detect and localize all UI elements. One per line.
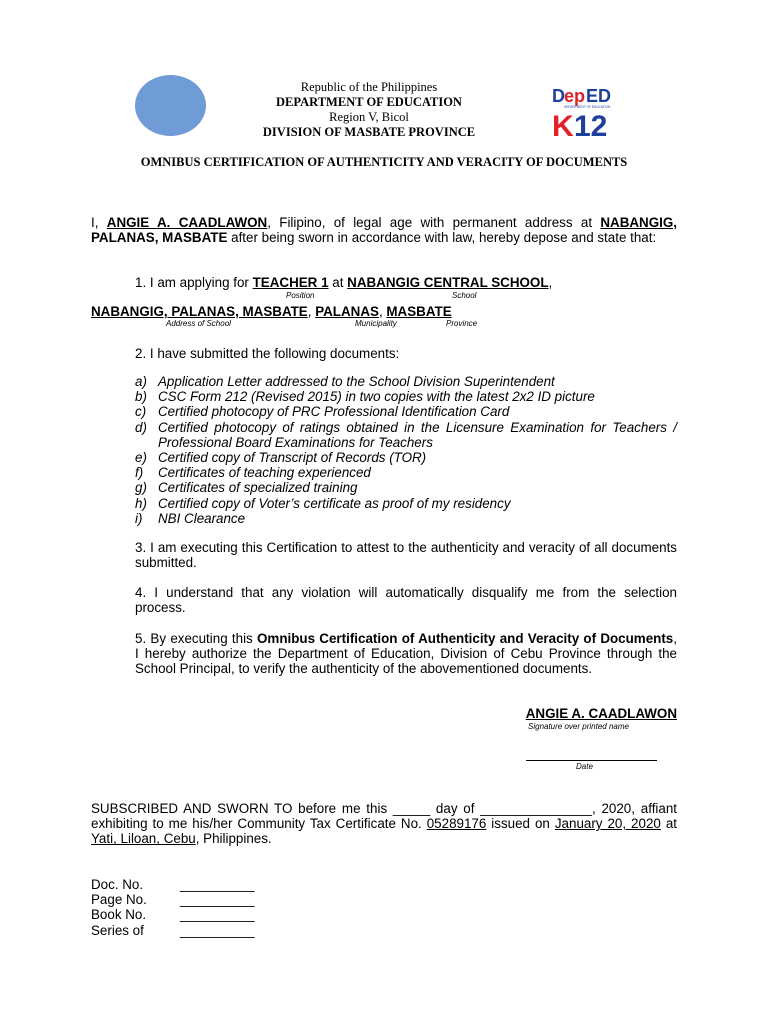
intro-post: after being sworn in accordance with law, hereby depose and state that: bbox=[231, 230, 657, 246]
registry-row bbox=[91, 892, 254, 907]
list-item bbox=[135, 420, 677, 450]
item-3: 3. I am executing this Certification to attest to the authenticity and veracity of all documents submitted. bbox=[135, 540, 677, 571]
list-item-letter: h) bbox=[135, 495, 147, 511]
list-item-letter: c) bbox=[135, 404, 147, 420]
list-item-letter: d) bbox=[135, 419, 147, 435]
registry-label: Page No. bbox=[91, 892, 147, 908]
list-item-letter: a) bbox=[135, 374, 147, 389]
list-item-text: CSC Form 212 (Revised 2015) in two copies with the latest 2x2 ID picture bbox=[158, 389, 595, 405]
registry-blank: __________ bbox=[180, 907, 255, 923]
item1-pre: 1. I am applying for bbox=[135, 275, 249, 290]
registry-label: Doc. No. bbox=[91, 877, 144, 892]
list-item-text: Certified photocopy of ratings obtained in the Licensure Examination for Teachers / Professional Board Examinations for Teachers bbox=[158, 419, 677, 450]
ctc-number: 05289176 bbox=[426, 816, 487, 832]
jurat-text-c: at bbox=[665, 816, 677, 832]
svg-text:12: 12 bbox=[574, 110, 608, 138]
item-4: 4. I understand that any violation will automatically disqualify me from the selection process. bbox=[135, 585, 677, 616]
ctc-place: Yati, Liloan, Cebu bbox=[91, 831, 196, 847]
letterhead-department: DEPARTMENT OF EDUCATION bbox=[276, 95, 462, 109]
province-value: MASBATE bbox=[386, 304, 452, 319]
item1-at: at bbox=[332, 275, 344, 290]
school-value: NABANGIG CENTRAL SCHOOL bbox=[347, 275, 549, 290]
svg-text:DEPARTMENT OF EDUCATION: DEPARTMENT OF EDUCATION bbox=[564, 105, 611, 109]
item-1 bbox=[135, 275, 552, 290]
deped-k12-logo bbox=[550, 82, 624, 138]
position-caption: Position bbox=[286, 291, 315, 300]
municipality-caption: Municipality bbox=[355, 319, 397, 328]
item-2: 2. I have submitted the following documents: bbox=[135, 346, 400, 361]
svg-text:K: K bbox=[552, 110, 574, 138]
school-address-line bbox=[91, 304, 452, 319]
list-item bbox=[135, 404, 677, 419]
jurat-text-d: , Philippines. bbox=[195, 831, 272, 847]
affiant-name: ANGIE A. CAADLAWON bbox=[106, 215, 268, 230]
list-item bbox=[135, 389, 677, 404]
list-item-letter: g) bbox=[135, 480, 147, 496]
address-part-a: NABANGIG, bbox=[600, 215, 677, 230]
address-sep-1: , bbox=[307, 304, 312, 319]
municipality-value: PALANAS bbox=[315, 304, 379, 319]
list-item bbox=[135, 450, 677, 465]
list-item bbox=[135, 511, 677, 526]
registry-label: Book No. bbox=[91, 907, 147, 923]
ctc-date: January 20, 2020 bbox=[554, 816, 661, 832]
item5-pre: 5. By executing this bbox=[135, 631, 253, 646]
registry-label: Series of bbox=[91, 922, 144, 938]
intro-mid: , Filipino, of legal age with permanent address at bbox=[267, 215, 593, 230]
school-address-caption: Address of School bbox=[166, 319, 231, 328]
intro-paragraph bbox=[91, 215, 677, 245]
documents-list bbox=[135, 374, 677, 526]
date-caption: Date bbox=[576, 762, 593, 771]
item5-post: , I hereby authorize the Department of Education, Division of Cebu Province through the School Principal, to verify the authenticity of the abovementioned documents. bbox=[135, 631, 677, 677]
school-caption: School bbox=[452, 291, 477, 300]
list-item-text: Certified copy of Voter’s certificate as proof of my residency bbox=[158, 495, 511, 511]
jurat-text-a: SUBSCRIBED AND SWORN TO before me this _____ day of _______________, 2020, affiant exhibiting to me his/her Community Tax Certificate No. bbox=[91, 801, 677, 832]
letterhead bbox=[200, 80, 538, 140]
jurat-text-b: issued on bbox=[491, 816, 550, 832]
registry-blank: __________ bbox=[180, 877, 255, 892]
jurat-paragraph bbox=[91, 801, 677, 847]
position-value: TEACHER 1 bbox=[252, 275, 329, 290]
item1-comma: , bbox=[548, 275, 553, 290]
province-caption: Province bbox=[446, 319, 478, 328]
list-item-letter: f) bbox=[135, 465, 144, 481]
signature-caption: Signature over printed name bbox=[528, 722, 629, 731]
registry-row bbox=[91, 923, 254, 938]
list-item bbox=[135, 480, 677, 495]
svg-text:D: D bbox=[552, 86, 565, 106]
signature-printed-name: ANGIE A. CAADLAWON bbox=[525, 706, 677, 721]
letterhead-republic: Republic of the Philippines bbox=[300, 80, 438, 94]
seal-placeholder bbox=[135, 75, 206, 136]
document-title: OMNIBUS CERTIFICATION OF AUTHENTICITY AND VERACITY OF DOCUMENTS bbox=[140, 155, 628, 169]
list-item-text: Certificates of specialized training bbox=[158, 480, 358, 496]
letterhead-division: DIVISION OF MASBATE PROVINCE bbox=[262, 125, 476, 139]
svg-text:ep: ep bbox=[564, 86, 586, 106]
registry-row bbox=[91, 877, 254, 892]
list-item bbox=[135, 496, 677, 511]
list-item-text: Certified photocopy of PRC Professional Identification Card bbox=[158, 404, 510, 420]
registry-row bbox=[91, 907, 254, 922]
date-line bbox=[526, 760, 657, 761]
list-item bbox=[135, 374, 677, 389]
list-item-letter: i) bbox=[135, 510, 143, 526]
item-5 bbox=[135, 631, 677, 677]
registry-blank: __________ bbox=[180, 922, 255, 938]
list-item-letter: e) bbox=[135, 450, 147, 466]
registry-blank: __________ bbox=[180, 892, 255, 908]
intro-pre: I, bbox=[91, 215, 99, 230]
address-sep-2: , bbox=[378, 304, 383, 319]
notarial-registry bbox=[91, 877, 254, 938]
list-item bbox=[135, 465, 677, 480]
svg-text:ED: ED bbox=[586, 86, 612, 106]
list-item-letter: b) bbox=[135, 389, 147, 405]
address-part-b: PALANAS, MASBATE bbox=[91, 230, 228, 246]
school-address-value: NABANGIG, PALANAS, MASBATE bbox=[91, 304, 308, 319]
letterhead-region: Region V, Bicol bbox=[329, 110, 409, 124]
list-item-text: Certified copy of Transcript of Records (TOR) bbox=[158, 450, 427, 466]
list-item-text: Certificates of teaching experienced bbox=[158, 465, 371, 481]
list-item-text: NBI Clearance bbox=[158, 510, 246, 526]
list-item-text: Application Letter addressed to the School Division Superintendent bbox=[158, 374, 555, 389]
item5-bold: Omnibus Certification of Authenticity and Veracity of Documents bbox=[257, 631, 674, 646]
